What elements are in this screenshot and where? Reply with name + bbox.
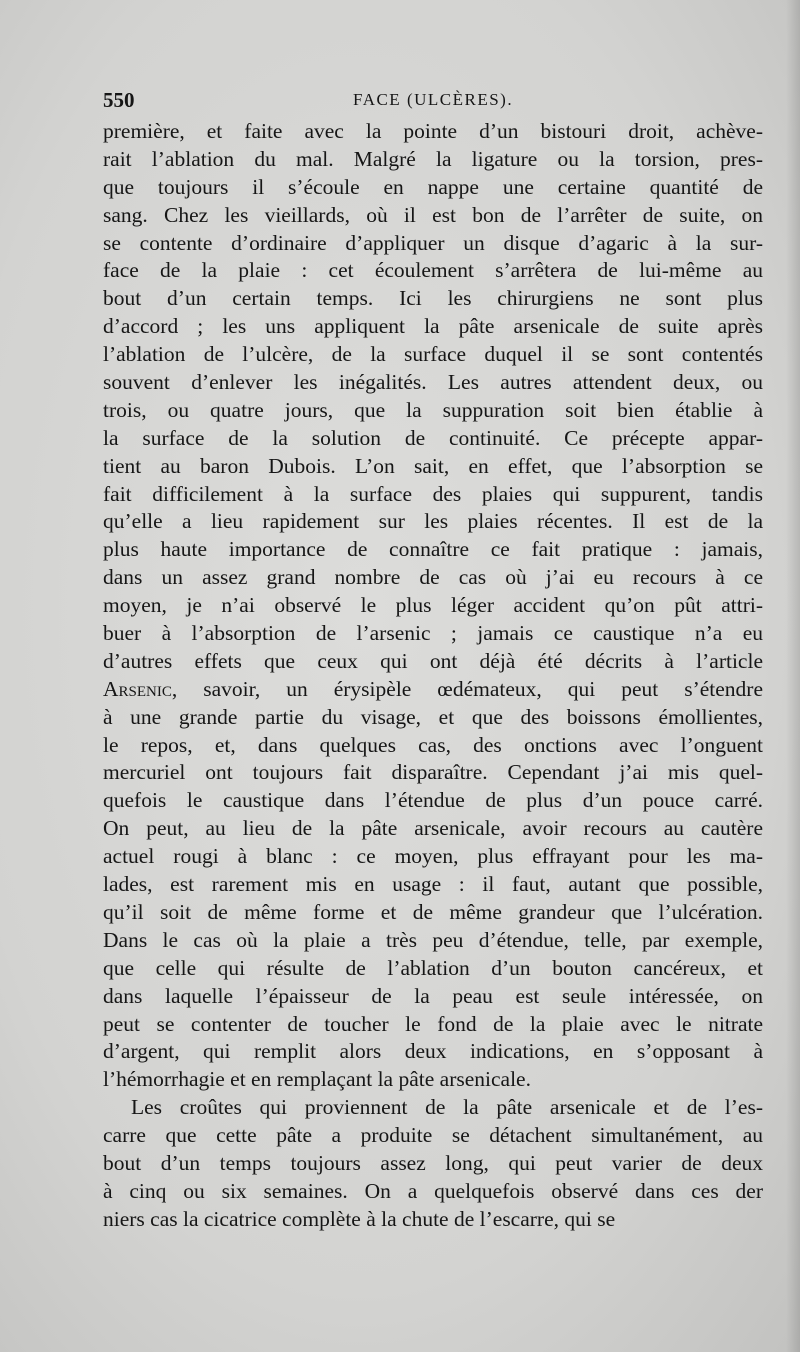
text-line: Dans le cas où la plaie a très peu d’étendue, telle, par exemple, (103, 927, 763, 952)
body-text (103, 118, 763, 1234)
text-line: d’autres effets que ceux qui ont déjà été décrits à l’article (103, 648, 763, 673)
text-line: Arsenic, savoir, un érysipèle œdémateux, qui peut s’étendre (103, 676, 763, 701)
text-line: d’accord ; les uns appliquent la pâte arsenicale de suite après (103, 314, 763, 339)
text-line: qu’il soit de même forme et de même grandeur que l’ulcération. (103, 899, 763, 924)
text-line: bout d’un temps toujours assez long, qui peut varier de deux (103, 1150, 763, 1175)
text-line: que celle qui résulte de l’ablation d’un bouton cancéreux, et (103, 955, 763, 980)
text-line: la surface de la solution de continuité. Ce précepte appar- (103, 425, 763, 450)
page-number: 550 (103, 88, 135, 112)
text-line: l’hémorrhagie et en remplaçant la pâte arsenicale. (103, 1067, 531, 1092)
text-line: lades, est rarement mis en usage : il faut, autant que possible, (103, 872, 763, 897)
text-line: face de la plaie : cet écoulement s’arrêtera de lui-même au (103, 258, 763, 283)
text-line: d’argent, qui remplit alors deux indications, en s’opposant à (103, 1039, 763, 1064)
text-line: que toujours il s’écoule en nappe une certaine quantité de (103, 174, 763, 199)
text-line: buer à l’absorption de l’arsenic ; jamais ce caustique n’a eu (103, 621, 763, 646)
text-line: quefois le caustique dans l’étendue de plus d’un pouce carré. (103, 788, 763, 813)
text-line: tient au baron Dubois. L’on sait, en effet, que l’absorption se (103, 453, 763, 478)
text-line: trois, ou quatre jours, que la suppuration soit bien établie à (103, 397, 763, 422)
text-line: se contente d’ordinaire d’appliquer un disque d’agaric à la sur- (103, 230, 763, 255)
page-edge-shadow (786, 0, 800, 1352)
text-line: dans un assez grand nombre de cas où j’ai eu recours à ce (103, 565, 763, 590)
text-line: moyen, je n’ai observé le plus léger accident qu’on pût attri- (103, 593, 763, 618)
text-line: plus haute importance de connaître ce fait pratique : jamais, (103, 537, 763, 562)
text-line: à une grande partie du visage, et que des boissons émollientes, (103, 704, 763, 729)
text-line: Les croûtes qui proviennent de la pâte arsenicale et de l’es- (131, 1095, 763, 1120)
text-line: l’ablation de l’ulcère, de la surface duquel il se sont contentés (103, 342, 763, 367)
text-line: souvent d’enlever les inégalités. Les autres attendent deux, ou (103, 370, 763, 395)
text-line: bout d’un certain temps. Ici les chirurgiens ne sont plus (103, 286, 763, 311)
text-line: première, et faite avec la pointe d’un bistouri droit, achève- (103, 119, 763, 143)
text-line: qu’elle a lieu rapidement sur les plaies récentes. Il est de la (103, 509, 763, 534)
text-line: rait l’ablation du mal. Malgré la ligature ou la torsion, pres- (103, 146, 763, 171)
text-line: à cinq ou six semaines. On a quelquefois observé dans ces der (103, 1178, 763, 1203)
text-line: On peut, au lieu de la pâte arsenicale, avoir recours au cautère (103, 816, 763, 841)
text-line: niers cas la cicatrice complète à la chute de l’escarre, qui se (103, 1206, 616, 1231)
text-line: mercuriel ont toujours fait disparaître. Cependant j’ai mis quel- (103, 760, 763, 785)
text-line: le repos, et, dans quelques cas, des onctions avec l’onguent (103, 732, 763, 757)
text-line: dans laquelle l’épaisseur de la peau est seule intéressée, on (103, 983, 763, 1008)
running-head: FACE (ULCÈRES). (353, 90, 514, 109)
page-header (103, 88, 763, 114)
text-line: sang. Chez les vieillards, où il est bon de l’arrêter de suite, on (103, 202, 763, 227)
text-line: peut se contenter de toucher le fond de la plaie avec le nitrate (103, 1011, 763, 1036)
text-line: actuel rougi à blanc : ce moyen, plus effrayant pour les ma- (103, 844, 763, 869)
text-line: carre que cette pâte a produite se détachent simultanément, au (103, 1123, 763, 1148)
text-line: fait difficilement à la surface des plaies qui suppurent, tandis (103, 481, 763, 506)
